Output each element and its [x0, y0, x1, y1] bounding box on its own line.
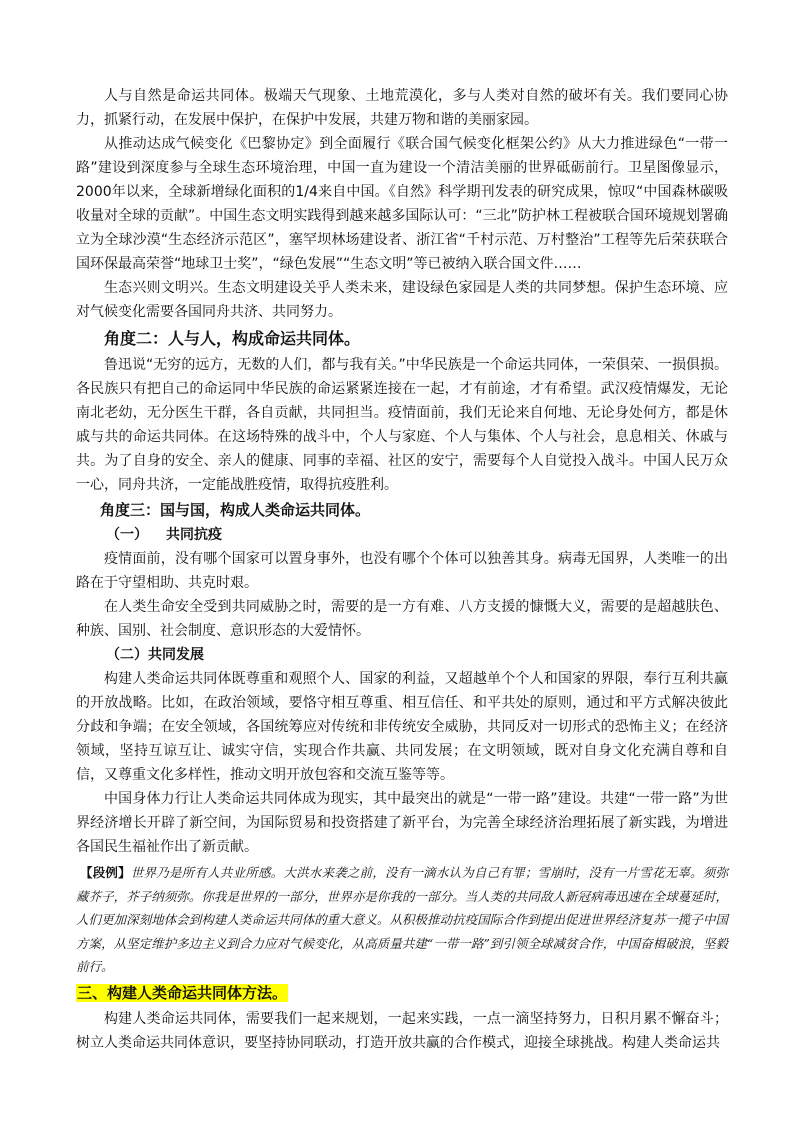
subheading-title: 共同抗疫: [166, 527, 222, 543]
paragraph-no-country-alone: 疫情面前，没有哪个国家可以置身事外，也没有哪个个体可以独善其身。病毒无国界，人类唯一的出路在于守望相助、共克时艰。: [76, 551, 728, 591]
example-paragraph: [76, 861, 728, 979]
heading-section-three: 三、构建人类命运共同体方法。: [77, 983, 288, 1002]
example-text: 世界乃是所有人共业所感。大洪水来袭之前，没有一滴水认为自己有罪；雪崩时，没有一片雪花无辜。须弥藏芥子，芥子纳须弥。你我是世界的一部分，世界亦是你我的一部分。当人类的共同敌人新冠病毒迅速在全球蔓延时，人们更加深刻地体会到构建人类命运共同体的重大意义。从积极推动抗疫国际合作到提出促进世界经济复苏一揽子中国方案，从坚定维护多边主义到合力应对气候变化，从高质量共建“一带一路”到引领全球减贫合作，中国奋楫破浪，坚毅前行。: [76, 865, 728, 974]
paragraph-great-love: 在人类生命安全受到共同威胁之时，需要的是一方有难、八方支援的慷慨大义，需要的是超越肤色、种族、国别、社会制度、意识形态的大爱情怀。: [76, 599, 728, 639]
paragraph-ecology-civilization: 生态兴则文明兴。生态文明建设关乎人类未来，建设绿色家园是人类的共同梦想。保护生态环境、应对气候变化需要各国同舟共济、共同努力。: [76, 280, 728, 320]
paragraph-people-community: 鲁迅说“无穷的远方，无数的人们，都与我有关。”中华民族是一个命运共同体，一荣俱荣、一损俱损。各民族只有把自己的命运同中华民族的命运紧紧连接在一起，才有前途，才有希望。武汉疫情爆发，无论南北老幼，无分医生干群，各自贡献，共同担当。疫情面前，我们无论来自何地、无论身处何方，都是休戚与共的命运共同体。在这场特殊的战斗中，个人与家庭、个人与集体、个人与社会，息息相关、休戚与共。为了自身的安全、亲人的健康、同事的幸福、社区的安宁，需要每个人自觉投入战斗。中国人民万众一心，同舟共济，一定能战胜疫情，取得抗疫胜利。: [76, 357, 728, 493]
subheading-joint-development: （二）共同发展: [106, 647, 204, 663]
heading-angle-two: 角度二：人与人，构成命运共同体。: [104, 329, 361, 348]
heading-section-three-wrap: [76, 981, 728, 1007]
subheading-joint-fight-epidemic: [76, 523, 728, 547]
document-page: [76, 84, 728, 1055]
heading-angle-three: 角度三：国与国，构成人类命运共同体。: [100, 501, 371, 519]
paragraph-belt-and-road: 中国身体力行让人类命运共同体成为现实，其中最突出的就是“一带一路”建设。共建“一带一路”为世界经济增长开辟了新空间，为国际贸易和投资搭建了新平台，为完善全球经济治理拓展了新实践，为增进各国民生福祉作出了新贡献。: [76, 791, 728, 855]
paragraph-china-green-practice: 从推动达成气候变化《巴黎协定》到全面履行《联合国气候变化框架公约》从大力推进绿色“一带一路”建设到深度参与全球生态环境治理，中国一直为建设一个清洁美丽的世界砥砺前行。卫星图像显示，2000年以来，全球新增绿化面积的1/4来自中国。《自然》科学期刊发表的研究成果，惊叹“中国森林碳吸收量对全球的贡献”。中国生态文明实践得到越来越多国际认可：“三北”防护林工程被联合国环境规划署确立为全球沙漠“生态经济示范区”，塞罕坝林场建设者、浙江省“千村示范、万村整治”工程等先后荣获联合国环保最高荣誉“地球卫士奖”，“绿色发展”“生态文明”等已被纳入联合国文件……: [76, 136, 728, 272]
paragraph-nature-community: 人与自然是命运共同体。极端天气现象、土地荒漠化，多与人类对自然的破坏有关。我们要同心协力，抓紧行动，在发展中保护，在保护中发展，共建万物和谐的美丽家园。: [76, 88, 728, 128]
subheading-number: （一）: [106, 527, 148, 543]
paragraph-win-win-strategy: 构建人类命运共同体既尊重和观照个人、国家的利益，又超越单个个人和国家的界限，奉行互利共赢的开放战略。比如，在政治领域，要恪守相互尊重、相互信任、和平共处的原则，通过和平方式解决彼此分歧和争端；在安全领域，各国统筹应对传统和非传统安全威胁，共同反对一切形式的恐怖主义；在经济领域，坚持互谅互让、诚实守信，实现合作共赢、共同发展；在文明领域，既对自身文化充满自尊和自信，又尊重文化多样性，推动文明开放包容和交流互鉴等等。: [76, 671, 728, 783]
paragraph-building-methods: 构建人类命运共同体，需要我们一起来规划，一起来实践，一点一滴坚持努力，日积月累不懈奋斗；树立人类命运共同体意识，要坚持协同联动，打造开放共赢的合作模式，迎接全球挑战。构建人类命运共: [76, 1010, 728, 1051]
example-tag: 【段例】: [80, 865, 131, 880]
